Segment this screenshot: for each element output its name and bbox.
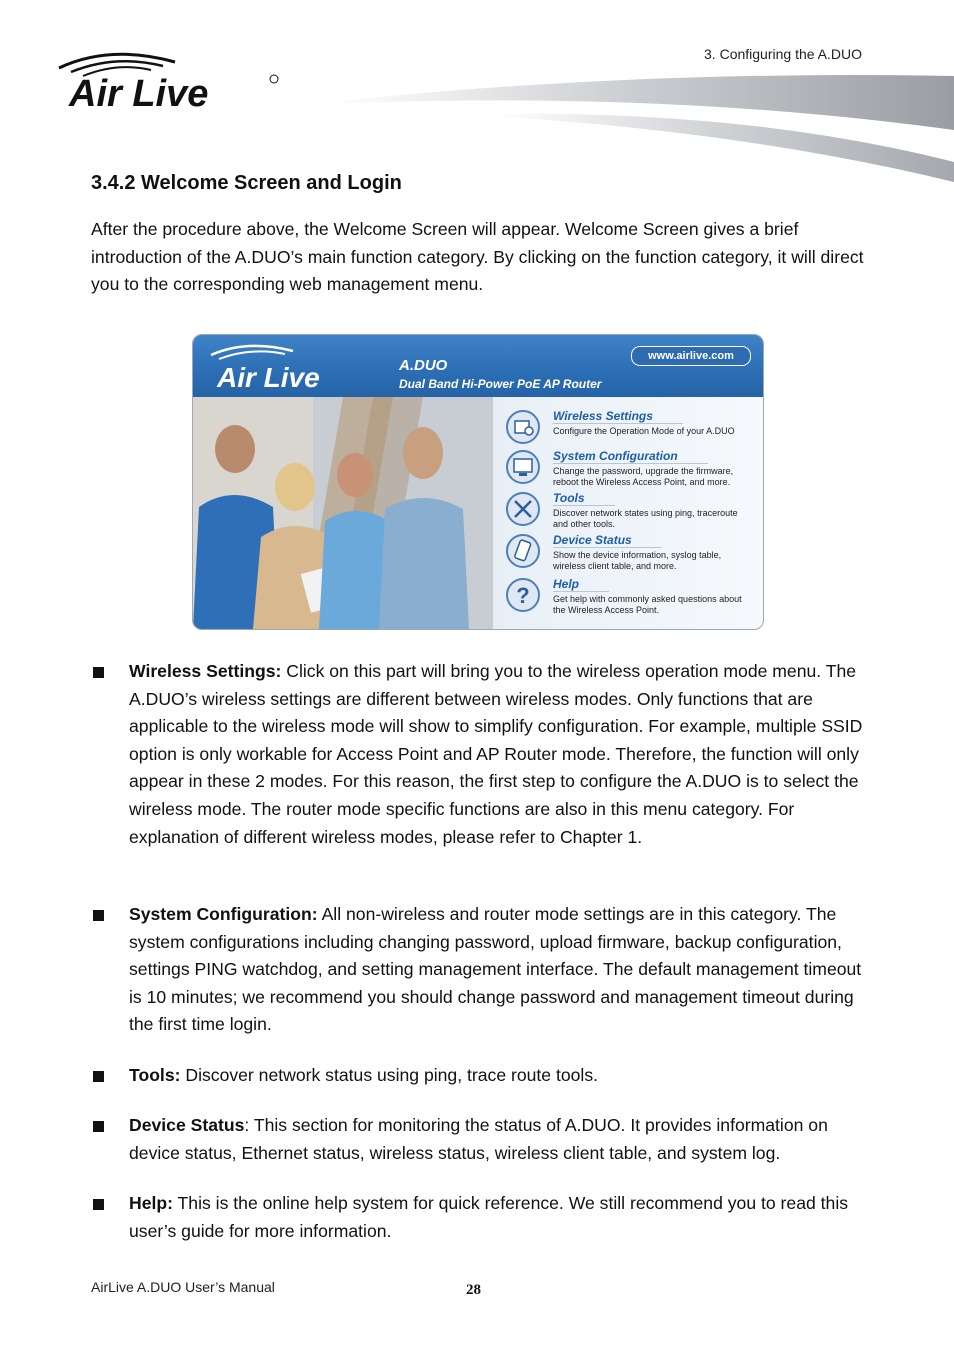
bullet-square-icon [93, 1071, 104, 1082]
intro-paragraph: After the procedure above, the Welcome Screen will appear. Welcome Screen gives a brief introduction of the A.DUO’s main function category. By clicking on the function category, it will direct you to the corresponding web management menu. [91, 219, 864, 295]
section-heading: 3.4.2 Welcome Screen and Login [91, 172, 402, 194]
menu-description: Change the password, upgrade the firmware, reboot the Wireless Access Point, and more. [553, 466, 734, 487]
bullet-term: Wireless Settings: [129, 661, 282, 681]
bullet-tools [91, 1062, 871, 1090]
help-icon [505, 577, 541, 613]
menu-description: Configure the Operation Mode of your A.DUO [553, 426, 735, 436]
airlive-logo [55, 46, 290, 116]
header-swoosh [330, 70, 954, 185]
menu-label: Device Status [553, 533, 662, 548]
bullet-text: Discover network status using ping, trace route tools. [180, 1065, 599, 1085]
bullet-square-icon [93, 910, 104, 921]
chapter-label: 3. Configuring the A.DUO [704, 46, 862, 62]
menu-label: Tools [553, 491, 615, 506]
bullet-term: Tools: [129, 1065, 181, 1085]
bullet-text: : This section for monitoring the status of A.DUO. It provides information on device status, Ethernet status, wireless status, wireless client table, and system log. [129, 1115, 828, 1163]
bullet-device-status [91, 1112, 871, 1168]
menu-label: System Configuration [553, 449, 708, 464]
bullet-term: Help: [129, 1193, 173, 1213]
bullet-wireless-settings [91, 658, 871, 880]
page-number: 28 [466, 1282, 481, 1298]
airlive-logo-text: Air Live [69, 73, 209, 115]
menu-item-system-configuration[interactable] [505, 449, 755, 489]
menu-description: Get help with commonly asked questions about the Wireless Access Point. [553, 594, 742, 615]
footer-manual-title: AirLive A.DUO User’s Manual [91, 1279, 275, 1295]
bullet-help [91, 1190, 871, 1246]
people-photo [193, 397, 493, 629]
bullet-term: Device Status [129, 1115, 245, 1135]
bullet-square-icon [93, 667, 104, 678]
menu-label: Wireless Settings [553, 409, 683, 424]
menu-label: Help [553, 577, 609, 592]
bullet-text: All non-wireless and router mode settings are in this category. The system configurations including changing password, upload firmware, backup configuration, settings PING watchdog, and setting management interface. The default management timeout is 10 minutes; we recommend you should change password and management timeout during the first time login. [129, 904, 862, 1035]
screenshot-logo-text: Air Live [217, 362, 320, 393]
menu-description: Discover network states using ping, traceroute and other tools. [553, 508, 738, 529]
product-subtitle: Dual Band Hi-Power PoE AP Router [399, 377, 602, 391]
bullet-square-icon [93, 1121, 104, 1132]
monitor-icon [505, 449, 541, 485]
website-link[interactable]: www.airlive.com [631, 346, 751, 366]
bullet-text: This is the online help system for quick reference. We still recommend you to read this user’s guide for more information. [129, 1193, 849, 1241]
bullet-term: System Configuration: [129, 904, 318, 924]
bullet-text: Click on this part will bring you to the wireless operation mode menu. The A.DUO’s wireless settings are different between wireless modes. Only functions that are applicable to the wireless mode will show to simplify configuration. For example, multiple SSID option is only workable for Access Point and AP Router mode. Therefore, the function will only appear in these 2 modes. For this reason, the first step to configure the A.DUO is to select the wireless mode. The router mode specific functions are also in this menu category. For explanation of different wireless modes, please refer to Chapter 1. [129, 661, 863, 847]
tools-icon [505, 491, 541, 527]
menu-description: Show the device information, syslog table, wireless client table, and more. [553, 550, 722, 571]
bullet-system-configuration [91, 901, 871, 1041]
welcome-screen-screenshot [192, 334, 764, 630]
product-title: A.DUO [399, 357, 448, 374]
menu-item-help[interactable] [505, 577, 755, 617]
menu-item-wireless-settings[interactable] [505, 409, 755, 449]
svg-text:?: ? [516, 583, 530, 608]
menu-item-device-status[interactable] [505, 533, 755, 573]
menu-item-tools[interactable] [505, 491, 755, 531]
screenshot-logo [207, 341, 377, 395]
device-status-icon [505, 533, 541, 569]
wireless-settings-icon [505, 409, 541, 445]
bullet-square-icon [93, 1199, 104, 1210]
